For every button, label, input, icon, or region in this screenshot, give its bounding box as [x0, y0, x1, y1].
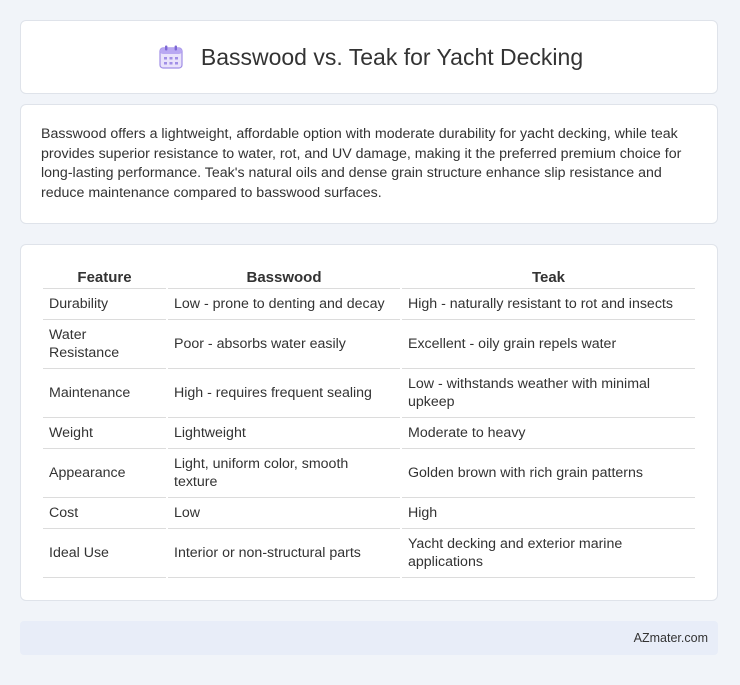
cell-basswood: Low	[168, 498, 400, 529]
title-row	[155, 41, 583, 73]
cell-feature: Weight	[43, 418, 166, 449]
cell-feature: Appearance	[43, 449, 166, 498]
cell-feature: Maintenance	[43, 369, 166, 418]
cell-teak: High	[402, 498, 695, 529]
cell-basswood: Interior or non-structural parts	[168, 529, 400, 578]
cell-teak: Low - withstands weather with minimal upkeep	[402, 369, 695, 418]
table-row	[43, 449, 695, 498]
cell-feature: Ideal Use	[43, 529, 166, 578]
table-row	[43, 289, 695, 320]
header-feature: Feature	[43, 267, 166, 289]
header-basswood: Basswood	[168, 267, 400, 289]
table-row	[43, 418, 695, 449]
cell-teak: Golden brown with rich grain patterns	[402, 449, 695, 498]
cell-teak: Moderate to heavy	[402, 418, 695, 449]
cell-basswood: Low - prone to denting and decay	[168, 289, 400, 320]
intro-paragraph: Basswood offers a lightweight, affordable option with moderate durability for yacht decking, while teak provides superior resistance to water, rot, and UV damage, making it the preferred premium choice for long-lasting performance. Teak's natural oils and dense grain structure enhance slip resistance and reduce maintenance compared to basswood surfaces.	[41, 126, 682, 201]
title-card	[20, 20, 718, 94]
table-row	[43, 498, 695, 529]
footer-bar	[20, 621, 718, 655]
cell-basswood: Poor - absorbs water easily	[168, 320, 400, 369]
table-row	[43, 320, 695, 369]
cell-basswood: Lightweight	[168, 418, 400, 449]
cell-teak: High - naturally resistant to rot and insects	[402, 289, 695, 320]
cell-basswood: Light, uniform color, smooth texture	[168, 449, 400, 498]
header-teak: Teak	[402, 267, 695, 289]
cell-feature: Durability	[43, 289, 166, 320]
page-title: Basswood vs. Teak for Yacht Decking	[200, 43, 584, 70]
comparison-table-card	[20, 244, 718, 601]
table-row	[43, 369, 695, 418]
table-row	[43, 529, 695, 578]
cell-feature: Cost	[43, 498, 166, 529]
cell-teak: Yacht decking and exterior marine applications	[402, 529, 695, 578]
table-header-row	[43, 267, 695, 289]
calendar-icon	[155, 41, 187, 73]
cell-teak: Excellent - oily grain repels water	[402, 320, 695, 369]
intro-card	[20, 104, 718, 224]
footer-brand: AZmater.com	[633, 631, 708, 645]
cell-basswood: High - requires frequent sealing	[168, 369, 400, 418]
comparison-table	[41, 267, 697, 578]
cell-feature: Water Resistance	[43, 320, 166, 369]
